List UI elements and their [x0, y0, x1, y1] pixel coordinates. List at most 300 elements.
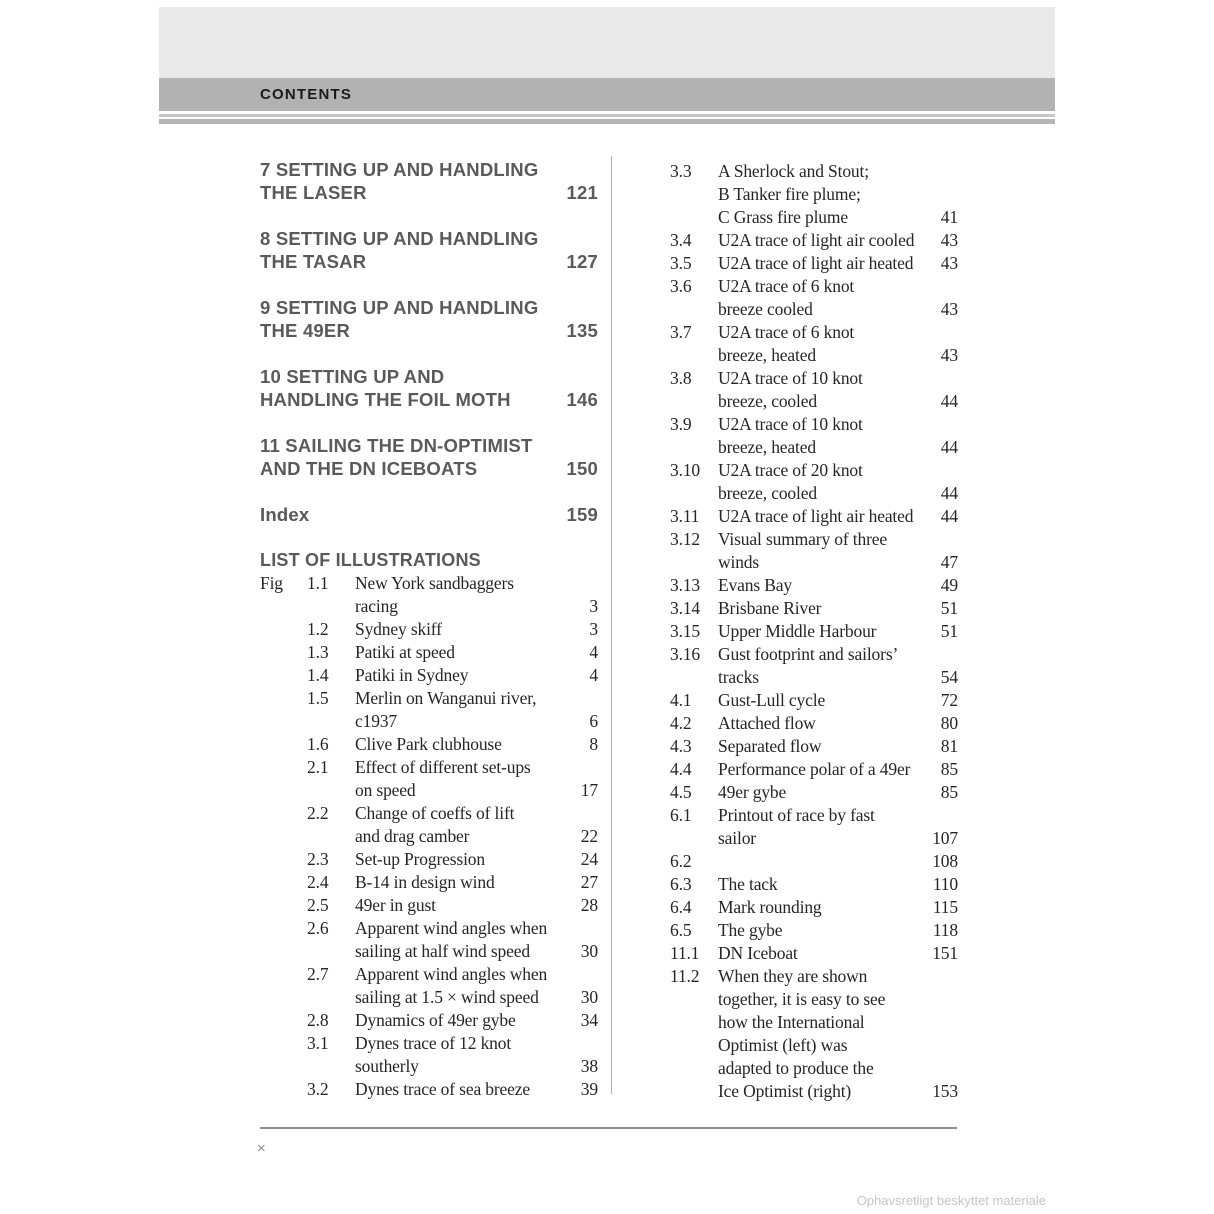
figure-number	[307, 710, 355, 733]
figure-caption: Apparent wind angles when	[355, 918, 548, 938]
header-rule-thick	[159, 119, 1055, 124]
toc-heading-line	[260, 319, 598, 342]
toc-heading-text: Index	[260, 504, 310, 525]
figure-number: 1.3	[307, 642, 329, 662]
figure-caption: Patiki in Sydney	[355, 665, 469, 685]
figure-page: 34	[580, 1010, 598, 1030]
figure-number	[670, 436, 718, 459]
toc-heading-text: THE LASER	[260, 182, 367, 203]
figure-caption: winds	[718, 552, 760, 572]
illustration-row	[670, 206, 958, 229]
figure-caption: Change of coeffs of lift	[355, 803, 515, 823]
figure-page	[556, 1032, 598, 1055]
figure-caption: Effect of different set-ups	[355, 757, 531, 777]
illustration-row	[670, 367, 958, 390]
toc-heading-text: AND THE DN ICEBOATS	[260, 458, 478, 479]
figure-caption: Upper Middle Harbour	[718, 621, 877, 641]
illustration-row	[670, 390, 958, 413]
figure-number: 6.4	[670, 897, 692, 917]
figure-number: 3.14	[670, 598, 701, 618]
illustration-row	[670, 482, 958, 505]
illustration-row	[260, 733, 598, 756]
figure-page	[916, 1011, 958, 1034]
fig-label: Fig	[260, 573, 283, 593]
figure-page	[916, 183, 958, 206]
figure-caption: Brisbane River	[718, 598, 822, 618]
fig-label	[260, 710, 307, 733]
illustration-row	[260, 940, 598, 963]
figure-caption: Set-up Progression	[355, 849, 486, 869]
figure-page	[556, 687, 598, 710]
toc-heading-line	[260, 181, 598, 204]
toc-heading-text: THE TASAR	[260, 251, 367, 272]
figure-number	[670, 482, 718, 505]
toc-heading-line	[260, 227, 598, 250]
figure-number: 2.4	[307, 872, 329, 892]
figure-page: 81	[940, 736, 958, 756]
fig-label	[260, 986, 307, 1009]
figure-number	[670, 551, 718, 574]
figure-number: 11.1	[670, 943, 700, 963]
figure-page	[916, 1034, 958, 1057]
figure-page	[556, 917, 598, 940]
illustration-row	[670, 965, 958, 988]
figure-page: 43	[940, 253, 958, 273]
figure-number: 1.2	[307, 619, 329, 639]
figure-page: 41	[940, 207, 958, 227]
figure-page: 27	[580, 872, 598, 892]
figure-number: 3.7	[670, 322, 692, 342]
toc-heading-page: 127	[566, 251, 598, 272]
figure-caption: Gust footprint and sailors’	[718, 644, 899, 664]
figure-page: 85	[940, 782, 958, 802]
figure-page	[916, 321, 958, 344]
figure-page	[916, 275, 958, 298]
figure-number: 3.6	[670, 276, 692, 296]
toc-chapter-entry	[260, 365, 598, 411]
illustration-row	[670, 229, 958, 252]
fig-label	[260, 1078, 307, 1101]
figure-caption: New York sandbaggers	[355, 573, 514, 593]
figure-caption: breeze cooled	[718, 299, 813, 319]
figure-number: 3.2	[307, 1079, 329, 1099]
illustration-row	[260, 871, 598, 894]
toc-heading-line	[260, 296, 598, 319]
fig-label	[260, 1055, 307, 1078]
figure-page: 110	[932, 874, 958, 894]
figure-page: 72	[940, 690, 958, 710]
figure-caption: c1937	[355, 711, 398, 731]
figure-page: 30	[580, 941, 598, 961]
figure-page	[556, 963, 598, 986]
figure-page: 3	[589, 596, 598, 616]
figure-caption: Optimist (left) was	[718, 1035, 848, 1055]
illustration-row	[670, 873, 958, 896]
figure-page: 43	[940, 299, 958, 319]
figure-caption: Dynes trace of sea breeze	[355, 1079, 531, 1099]
figure-caption: on speed	[355, 780, 416, 800]
figure-caption: Attached flow	[718, 713, 816, 733]
figure-caption: Mark rounding	[718, 897, 822, 917]
illustration-row	[670, 252, 958, 275]
illustration-row	[670, 827, 958, 850]
fig-label	[260, 779, 307, 802]
figure-caption: The tack	[718, 874, 778, 894]
illustration-row	[260, 595, 598, 618]
figure-number: 6.3	[670, 874, 692, 894]
illustration-row	[260, 618, 598, 641]
illustration-row	[670, 758, 958, 781]
page-top-edge	[159, 7, 1055, 78]
figure-page: 17	[580, 780, 598, 800]
fig-label	[260, 595, 307, 618]
figure-caption: U2A trace of 10 knot	[718, 368, 863, 388]
figure-caption: U2A trace of 20 knot	[718, 460, 863, 480]
toc-heading-text: 10 SETTING UP AND	[260, 366, 445, 387]
toc-heading-line	[260, 158, 598, 181]
figure-number: 3.10	[670, 460, 701, 480]
figure-number	[307, 940, 355, 963]
figure-number: 3.8	[670, 368, 692, 388]
figure-number: 3.5	[670, 253, 692, 273]
figure-number	[670, 988, 718, 1011]
fig-label	[260, 641, 307, 664]
figure-page: 4	[589, 665, 598, 685]
figure-number: 3.16	[670, 644, 701, 664]
illustration-row	[260, 1078, 598, 1101]
figure-number: 2.8	[307, 1010, 329, 1030]
toc-heading-page: 146	[566, 389, 598, 410]
illustration-row	[260, 572, 598, 595]
fig-label	[260, 618, 307, 641]
illustration-row	[670, 321, 958, 344]
figure-number: 2.5	[307, 895, 329, 915]
figure-caption: Clive Park clubhouse	[355, 734, 502, 754]
illustration-row	[260, 756, 598, 779]
figure-number	[670, 390, 718, 413]
figure-page: 24	[580, 849, 598, 869]
illustration-row	[670, 528, 958, 551]
illustration-row	[670, 551, 958, 574]
illustration-row	[670, 1080, 958, 1103]
illustration-row	[670, 160, 958, 183]
figure-number: 1.4	[307, 665, 329, 685]
illustration-row	[670, 505, 958, 528]
figure-number: 1.5	[307, 688, 329, 708]
toc-right-column	[670, 160, 958, 1103]
figure-page: 28	[580, 895, 598, 915]
fig-label	[260, 848, 307, 871]
figure-page	[916, 965, 958, 988]
figure-page: 6	[589, 711, 598, 731]
figure-page	[556, 802, 598, 825]
figure-page: 118	[932, 920, 958, 940]
figure-page	[916, 804, 958, 827]
figure-number: 3.4	[670, 230, 692, 250]
illustration-row	[670, 781, 958, 804]
figure-number: 2.3	[307, 849, 329, 869]
illustration-row	[670, 344, 958, 367]
figure-caption: U2A trace of 6 knot	[718, 322, 855, 342]
illustration-row	[670, 620, 958, 643]
figure-page: 107	[932, 828, 958, 848]
figure-number	[670, 206, 718, 229]
illustration-row	[670, 666, 958, 689]
figure-page: 44	[940, 506, 958, 526]
figure-caption: sailing at 1.5 × wind speed	[355, 987, 539, 1007]
figure-caption: breeze, cooled	[718, 483, 817, 503]
figure-number: 3.12	[670, 529, 701, 549]
figure-caption: sailor	[718, 828, 756, 848]
figure-page	[916, 367, 958, 390]
illustration-row	[260, 641, 598, 664]
illustration-row	[670, 850, 958, 873]
figure-caption: Evans Bay	[718, 575, 792, 595]
figure-caption: how the International	[718, 1012, 865, 1032]
figure-caption: sailing at half wind speed	[355, 941, 530, 961]
figure-caption: 49er in gust	[355, 895, 436, 915]
figure-number: 2.7	[307, 964, 329, 984]
fig-label	[260, 963, 307, 986]
figure-caption: Performance polar of a 49er	[718, 759, 911, 779]
toc-heading-text: 7 SETTING UP AND HANDLING	[260, 159, 539, 180]
figure-page: 51	[940, 621, 958, 641]
illustration-row	[670, 643, 958, 666]
figure-caption: Sydney skiff	[355, 619, 442, 639]
toc-chapter-entry	[260, 227, 598, 273]
figure-page: 43	[940, 230, 958, 250]
figure-caption: together, it is easy to see	[718, 989, 886, 1009]
figure-number: 4.1	[670, 690, 692, 710]
figure-caption: breeze, heated	[718, 345, 816, 365]
figure-page	[916, 643, 958, 666]
figure-page: 22	[580, 826, 598, 846]
fig-label	[260, 733, 307, 756]
figure-caption: Apparent wind angles when	[355, 964, 548, 984]
figure-number: 11.2	[670, 966, 700, 986]
figure-page: 54	[940, 667, 958, 687]
figure-caption: U2A trace of light air cooled	[718, 230, 915, 250]
illustration-row	[260, 779, 598, 802]
figure-page: 44	[940, 437, 958, 457]
toc-left-column	[260, 158, 598, 1101]
figure-number	[307, 986, 355, 1009]
figure-page: 4	[589, 642, 598, 662]
toc-chapter-entry	[260, 503, 598, 526]
fig-label	[260, 825, 307, 848]
toc-heading-line	[260, 434, 598, 457]
toc-heading-page: 121	[566, 182, 598, 203]
illustration-row	[670, 942, 958, 965]
figure-caption: C Grass fire plume	[718, 207, 848, 227]
figure-caption: 49er gybe	[718, 782, 787, 802]
illustration-row	[670, 735, 958, 758]
figure-number: 3.9	[670, 414, 692, 434]
figure-number	[307, 1055, 355, 1078]
figure-page: 44	[940, 391, 958, 411]
fig-label	[260, 664, 307, 687]
figure-caption: Gust-Lull cycle	[718, 690, 826, 710]
figure-page	[916, 459, 958, 482]
figure-page	[556, 572, 598, 595]
figure-number: 3.1	[307, 1033, 329, 1053]
figure-caption: southerly	[355, 1056, 419, 1076]
illustration-row	[670, 689, 958, 712]
figure-caption: Ice Optimist (right)	[718, 1081, 852, 1101]
illustration-row	[670, 1034, 958, 1057]
fig-label	[260, 802, 307, 825]
figure-number	[670, 827, 718, 850]
illustration-row	[670, 597, 958, 620]
figure-page: 43	[940, 345, 958, 365]
figure-page	[916, 528, 958, 551]
figure-caption: B-14 in design wind	[355, 872, 495, 892]
figure-caption: Patiki at speed	[355, 642, 455, 662]
illustration-row	[260, 802, 598, 825]
fig-label	[260, 1032, 307, 1055]
figure-number: 4.5	[670, 782, 692, 802]
illustration-row	[670, 183, 958, 206]
illustration-row	[670, 804, 958, 827]
figure-page: 51	[940, 598, 958, 618]
illustration-row	[260, 986, 598, 1009]
figure-caption: Merlin on Wanganui river,	[355, 688, 537, 708]
toc-heading-text: THE 49ER	[260, 320, 351, 341]
figure-number: 3.13	[670, 575, 701, 595]
figure-number: 1.1	[307, 573, 329, 593]
figure-caption: Dynamics of 49er gybe	[355, 1010, 516, 1030]
figure-page	[916, 1057, 958, 1080]
figure-caption: breeze, cooled	[718, 391, 817, 411]
figure-number: 2.1	[307, 757, 329, 777]
figure-number: 4.2	[670, 713, 692, 733]
figure-caption: Separated flow	[718, 736, 822, 756]
figure-number	[307, 779, 355, 802]
illustration-row	[670, 298, 958, 321]
figure-caption: DN Iceboat	[718, 943, 798, 963]
figure-page: 3	[589, 619, 598, 639]
figure-page: 151	[932, 943, 958, 963]
illustrations-heading: LIST OF ILLUSTRATIONS	[260, 550, 481, 570]
toc-heading-page: 135	[566, 320, 598, 341]
figure-number: 4.4	[670, 759, 692, 779]
illustration-row	[670, 712, 958, 735]
toc-heading-page: 150	[566, 458, 598, 479]
figure-page: 80	[940, 713, 958, 733]
figure-number: 2.2	[307, 803, 329, 823]
figure-number	[670, 1057, 718, 1080]
toc-chapter-entry	[260, 296, 598, 342]
figure-caption: B Tanker fire plume;	[718, 184, 861, 204]
figure-caption: Visual summary of three	[718, 529, 887, 549]
toc-heading-text: HANDLING THE FOIL MOTH	[260, 389, 511, 410]
footer-rule	[260, 1127, 957, 1129]
fig-label	[260, 1009, 307, 1032]
illustration-row	[670, 413, 958, 436]
figure-caption: A Sherlock and Stout;	[718, 161, 869, 181]
illustration-row	[260, 1055, 598, 1078]
figure-caption: When they are shown	[718, 966, 868, 986]
illustration-row	[260, 894, 598, 917]
figure-caption: U2A trace of 10 knot	[718, 414, 863, 434]
figure-page: 39	[580, 1079, 598, 1099]
toc-heading-text: 8 SETTING UP AND HANDLING	[260, 228, 539, 249]
figure-page	[916, 413, 958, 436]
fig-label	[260, 917, 307, 940]
toc-chapter-entry	[260, 158, 598, 204]
figure-number	[307, 825, 355, 848]
figure-caption	[718, 850, 916, 873]
toc-heading-line	[260, 457, 598, 480]
close-icon[interactable]: ×	[257, 1140, 266, 1157]
figure-caption: Printout of race by fast	[718, 805, 875, 825]
illustration-row	[670, 459, 958, 482]
toc-heading-text: 9 SETTING UP AND HANDLING	[260, 297, 539, 318]
illustration-row	[670, 1057, 958, 1080]
figure-caption: tracks	[718, 667, 759, 687]
figure-caption: The gybe	[718, 920, 783, 940]
figure-number: 6.5	[670, 920, 692, 940]
toc-heading-text: 11 SAILING THE DN-OPTIMIST	[260, 435, 533, 456]
figure-caption: racing	[355, 596, 398, 616]
illustration-row	[670, 436, 958, 459]
figure-number	[307, 595, 355, 618]
figure-page: 44	[940, 483, 958, 503]
page-title: CONTENTS	[260, 86, 353, 103]
figure-number: 3.3	[670, 161, 692, 181]
illustration-row	[670, 1011, 958, 1034]
figure-page	[916, 160, 958, 183]
figure-number: 6.1	[670, 805, 692, 825]
figure-page	[916, 988, 958, 1011]
toc-chapter-entry	[260, 434, 598, 480]
figure-page: 115	[932, 897, 958, 917]
figure-number: 3.11	[670, 506, 700, 526]
illustration-row	[670, 988, 958, 1011]
figure-page: 8	[589, 734, 598, 754]
figure-page: 85	[940, 759, 958, 779]
figure-caption: U2A trace of light air heated	[718, 506, 914, 526]
toc-heading-line	[260, 250, 598, 273]
fig-label	[260, 940, 307, 963]
illustration-row	[260, 1009, 598, 1032]
scanned-page-header	[159, 7, 1055, 124]
toc-heading-line	[260, 503, 598, 526]
fig-label	[260, 756, 307, 779]
figure-number: 3.15	[670, 621, 701, 641]
copyright-watermark: Ophavsretligt beskyttet materiale	[856, 1193, 1046, 1208]
illustration-row	[260, 664, 598, 687]
figure-caption: U2A trace of light air heated	[718, 253, 914, 273]
figure-number	[670, 1034, 718, 1057]
figure-caption: breeze, heated	[718, 437, 816, 457]
illustration-row	[260, 710, 598, 733]
figure-caption: U2A trace of 6 knot	[718, 276, 855, 296]
figure-caption: adapted to produce the	[718, 1058, 874, 1078]
illustration-row	[670, 275, 958, 298]
illustration-row	[670, 919, 958, 942]
figure-number	[670, 1080, 718, 1103]
figure-page: 38	[580, 1056, 598, 1076]
illustration-row	[260, 848, 598, 871]
illustration-row	[260, 917, 598, 940]
illustration-row	[260, 687, 598, 710]
toc-heading-line	[260, 365, 598, 388]
figure-number	[670, 666, 718, 689]
fig-label	[260, 687, 307, 710]
illustration-row	[670, 896, 958, 919]
figure-number	[670, 1011, 718, 1034]
